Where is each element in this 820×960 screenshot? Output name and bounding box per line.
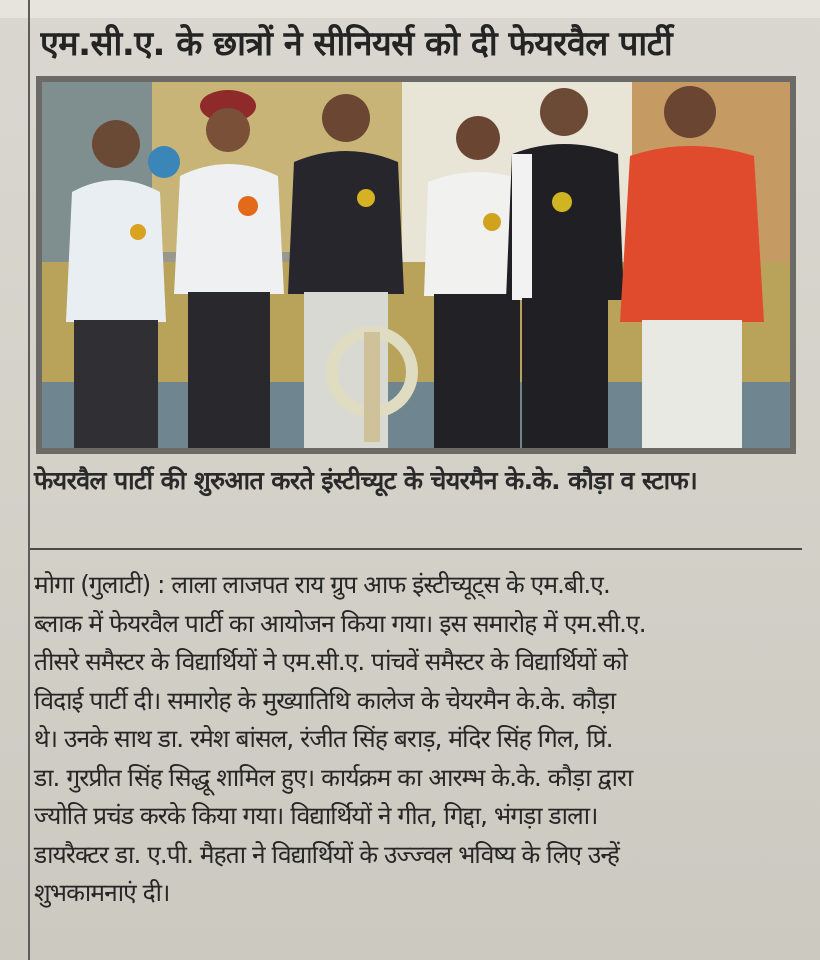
column-divider	[28, 0, 30, 960]
body-line: ब्लाक में फेयरवैल पार्टी का आयोजन किया गया। इस समारोह में एम.सी.ए.	[34, 608, 646, 638]
body-line: थे। उनके साथ डा. रमेश बांसल, रंजीत सिंह बराड़, मंदिर सिंह गिल, प्रिं.	[34, 724, 613, 753]
article-body	[34, 566, 820, 913]
body-line: डायरैक्टर डा. ए.पी. मैहता ने विद्यार्थियों के उज्ज्वल भविष्य के लिए उन्हें	[34, 839, 619, 869]
body-line: मोगा (गुलाटी) : लाला लाजपत राय ग्रुप आफ इंस्टीच्यूट्स के एम.बी.ए.	[34, 570, 610, 599]
paper-top-edge	[0, 0, 820, 18]
body-line: विदाई पार्टी दी। समारोह के मुख्यातिथि कालेज के चेयरमैन के.के. कौड़ा	[34, 685, 616, 715]
photo-caption: फेयरवैल पार्टी की शुरुआत करते इंस्टीच्यूट के चेयरमैन के.के. कौड़ा व स्टाफ।	[34, 466, 698, 495]
headline: एम.सी.ए. के छात्रों ने सीनियर्स को दी फेयरवैल पार्टी	[40, 24, 673, 64]
body-line: ज्योति प्रचंड करके किया गया। विद्यार्थियों ने गीत, गिद्दा, भंगड़ा डाला।	[34, 801, 598, 830]
body-line: तीसरे समैस्टर के विद्यार्थियों ने एम.सी.ए. पांचवें समैस्टर के विद्यार्थियों को	[34, 647, 627, 676]
event-photo	[42, 82, 790, 448]
caption-divider	[30, 548, 802, 550]
body-line: डा. गुरप्रीत सिंह सिद्धू शामिल हुए। कार्यक्रम का आरम्भ के.के. कौड़ा द्वारा	[34, 762, 633, 792]
group-photo-illustration	[42, 82, 790, 448]
body-line: शुभकामनाएं दी।	[34, 878, 170, 907]
photo-frame	[36, 76, 796, 454]
